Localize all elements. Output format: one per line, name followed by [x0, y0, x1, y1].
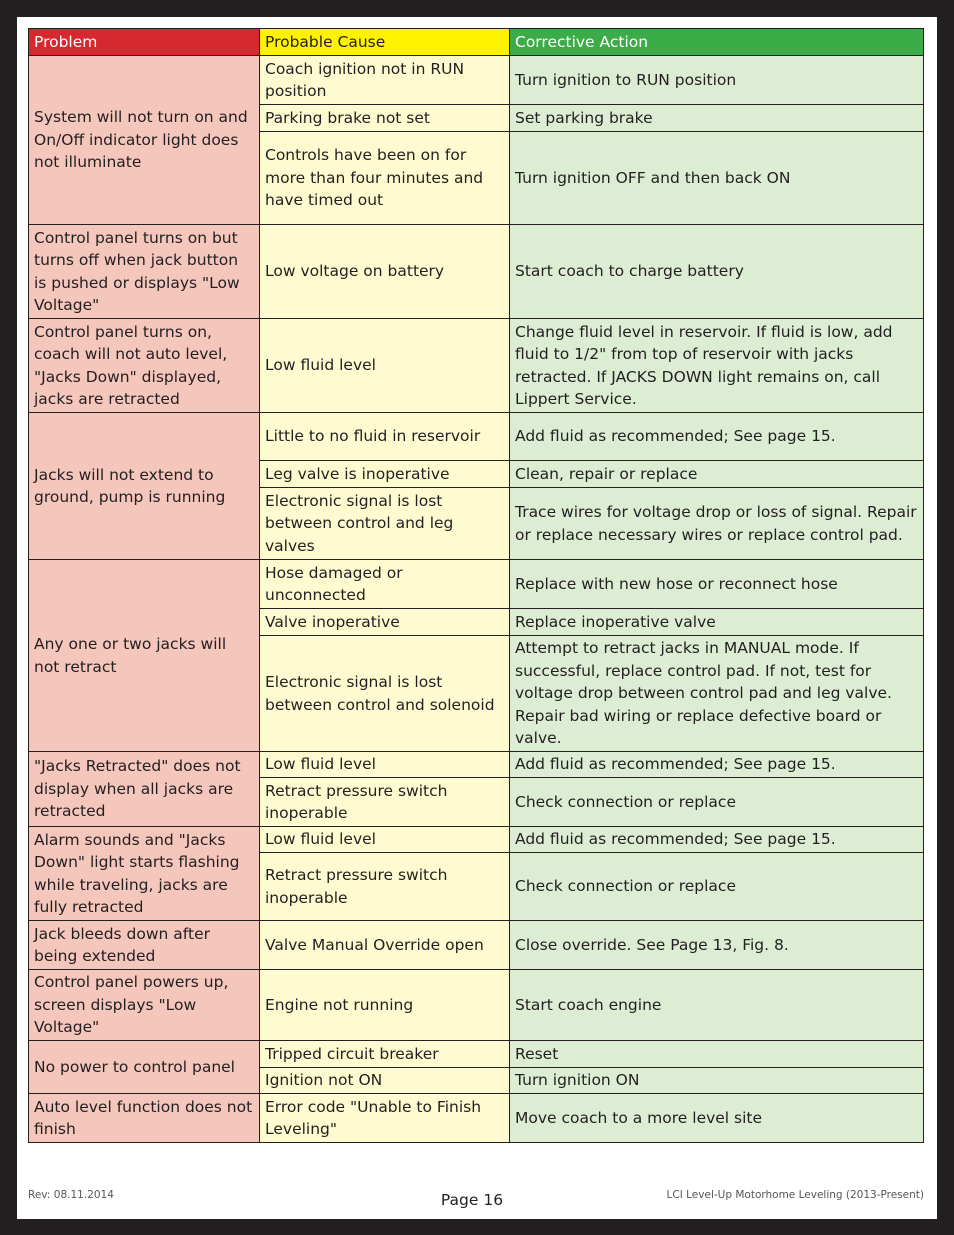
action-cell: Add fluid as recommended; See page 15.: [510, 413, 924, 461]
problem-cell: Control panel turns on, coach will not auto level, "Jacks Down" displayed, jacks are retracted: [29, 319, 260, 413]
action-cell: Add fluid as recommended; See page 15.: [510, 752, 924, 778]
problem-cell: Jacks will not extend to ground, pump is running: [29, 413, 260, 560]
problem-cell: System will not turn on and On/Off indicator light does not illuminate: [29, 56, 260, 225]
action-cell: Add fluid as recommended; See page 15.: [510, 827, 924, 853]
table-row: [29, 970, 924, 1041]
problem-cell: Control panel turns on but turns off when jack button is pushed or displays "Low Voltage": [29, 225, 260, 319]
cause-cell: Ignition not ON: [260, 1068, 510, 1094]
cause-cell: Hose damaged or unconnected: [260, 560, 510, 609]
table-row: [29, 225, 924, 319]
document-title: LCI Level-Up Motorhome Leveling (2013-Present): [666, 1189, 924, 1201]
revision-date: Rev: 08.11.2014: [28, 1189, 114, 1201]
problem-cell: Alarm sounds and "Jacks Down" light starts flashing while traveling, jacks are fully retracted: [29, 827, 260, 921]
cause-cell: Low fluid level: [260, 827, 510, 853]
cause-cell: Retract pressure switch inoperable: [260, 853, 510, 921]
table-row: [29, 560, 924, 609]
problem-cell: Control panel powers up, screen displays "Low Voltage": [29, 970, 260, 1041]
action-cell: Start coach engine: [510, 970, 924, 1041]
cause-cell: Low fluid level: [260, 319, 510, 413]
table-row: [29, 56, 924, 105]
action-cell: Turn ignition OFF and then back ON: [510, 132, 924, 225]
troubleshooting-table: [28, 28, 924, 1143]
action-cell: Replace inoperative valve: [510, 609, 924, 636]
action-cell: Clean, repair or replace: [510, 461, 924, 488]
table-header-row: [29, 29, 924, 56]
action-cell: Turn ignition ON: [510, 1068, 924, 1094]
table-row: [29, 413, 924, 461]
table-row: [29, 827, 924, 853]
cause-cell: Retract pressure switch inoperable: [260, 778, 510, 827]
action-cell: Reset: [510, 1041, 924, 1068]
table-row: [29, 921, 924, 970]
cause-cell: Electronic signal is lost between control and leg valves: [260, 488, 510, 560]
action-cell: Attempt to retract jacks in MANUAL mode. If successful, replace control pad. If not, test for voltage drop between control pad and leg valve. Repair bad wiring or replace defective board or valve.: [510, 636, 924, 752]
problem-cell: "Jacks Retracted" does not display when all jacks are retracted: [29, 752, 260, 827]
header-probable-cause: Probable Cause: [260, 29, 510, 56]
action-cell: Check connection or replace: [510, 853, 924, 921]
problem-cell: Any one or two jacks will not retract: [29, 560, 260, 752]
cause-cell: Electronic signal is lost between control and solenoid: [260, 636, 510, 752]
cause-cell: Tripped circuit breaker: [260, 1041, 510, 1068]
action-cell: Turn ignition to RUN position: [510, 56, 924, 105]
action-cell: Replace with new hose or reconnect hose: [510, 560, 924, 609]
manual-page: [17, 17, 937, 1219]
action-cell: Check connection or replace: [510, 778, 924, 827]
action-cell: Close override. See Page 13, Fig. 8.: [510, 921, 924, 970]
cause-cell: Valve Manual Override open: [260, 921, 510, 970]
cause-cell: Low voltage on battery: [260, 225, 510, 319]
cause-cell: Controls have been on for more than four minutes and have timed out: [260, 132, 510, 225]
cause-cell: Engine not running: [260, 970, 510, 1041]
action-cell: Start coach to charge battery: [510, 225, 924, 319]
cause-cell: Little to no fluid in reservoir: [260, 413, 510, 461]
action-cell: Set parking brake: [510, 105, 924, 132]
problem-cell: No power to control panel: [29, 1041, 260, 1094]
problem-cell: Auto level function does not finish: [29, 1094, 260, 1143]
action-cell: Trace wires for voltage drop or loss of signal. Repair or replace necessary wires or replace control pad.: [510, 488, 924, 560]
header-problem: Problem: [29, 29, 260, 56]
header-corrective-action: Corrective Action: [510, 29, 924, 56]
cause-cell: Error code "Unable to Finish Leveling": [260, 1094, 510, 1143]
table-row: [29, 1094, 924, 1143]
cause-cell: Low fluid level: [260, 752, 510, 778]
problem-cell: Jack bleeds down after being extended: [29, 921, 260, 970]
cause-cell: Valve inoperative: [260, 609, 510, 636]
table-row: [29, 1041, 924, 1068]
page-number: Page 16: [440, 1191, 504, 1209]
cause-cell: Leg valve is inoperative: [260, 461, 510, 488]
action-cell: Change fluid level in reservoir. If fluid is low, add fluid to 1/2" from top of reservoir with jacks retracted. If JACKS DOWN light remains on, call Lippert Service.: [510, 319, 924, 413]
table-row: [29, 752, 924, 778]
cause-cell: Coach ignition not in RUN position: [260, 56, 510, 105]
action-cell: Move coach to a more level site: [510, 1094, 924, 1143]
table-row: [29, 319, 924, 413]
cause-cell: Parking brake not set: [260, 105, 510, 132]
